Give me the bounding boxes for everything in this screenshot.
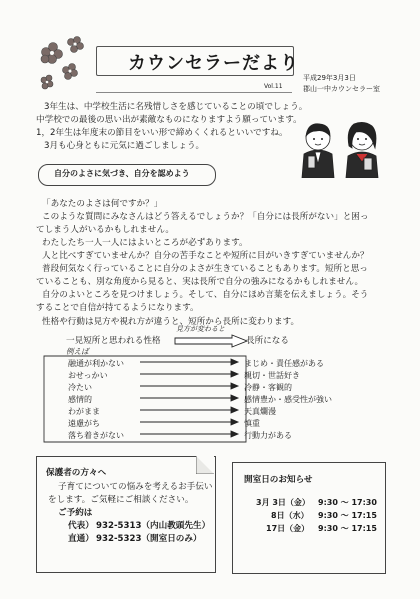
students-illustration: [290, 112, 390, 178]
short-point-item: 冷たい: [68, 383, 92, 392]
strength-item: 天真爛漫: [244, 407, 276, 416]
body-line: このような質問にみなさんはどう答えるでしょうか？「自分には長所がない」と困っ: [42, 212, 369, 222]
guardian-line-2: をします。ご気軽にご相談ください。: [48, 495, 194, 505]
intro-line-1: 3年生は、中学校生活に名残惜しさを感じていることの頃でしょう。: [44, 102, 308, 112]
intro-line-4: 3月も心身ともに元気に過ごしましょう。: [44, 141, 205, 151]
change-label: 見方が変わると: [176, 325, 225, 333]
body-line: てしまう人がいるかもしれません。: [36, 225, 175, 235]
open-date: 3月 3日（金）: [256, 498, 310, 507]
strength-item: 感情豊か・感受性が強い: [244, 395, 332, 404]
body-line: することで自信が持てるようになります。: [36, 303, 199, 313]
guardian-line-1: 子育てについての悩みを考えるお手伝い: [58, 482, 213, 492]
short-point-item: 融通が利かない: [68, 359, 124, 368]
row-arrows: [138, 356, 240, 444]
flower-decoration: [36, 36, 96, 92]
issue-date: 平成29年3月3日: [303, 74, 356, 82]
guardian-title: 保護者の方々へ: [46, 468, 107, 478]
open-days-title: 開室日のお知らせ: [244, 475, 313, 485]
body-line: わたしたち一人一人にはよいところが必ずあります。: [42, 238, 248, 248]
open-time: 9:30 〜 17:15: [318, 524, 377, 533]
short-point-heading: 一見短所と思われる性格: [66, 336, 161, 346]
short-point-item: 感情的: [68, 395, 92, 404]
contact-label: 代表）: [68, 521, 94, 531]
body-line: 「あなたのよさは何ですか？」: [42, 199, 163, 209]
perspective-line: 性格や行動は見方や視れ方が違うと、短所から長所に変わります。: [42, 317, 300, 327]
intro-line-2: 中学校での最後の思い出が素敵なものになりますよう願っています。: [36, 115, 302, 125]
short-point-item: おせっかい: [68, 371, 108, 380]
strength-item: 行動力がある: [244, 431, 292, 440]
open-time: 9:30 〜 17:30: [318, 498, 377, 507]
contact-value: 932-5323（開室日のみ）: [96, 534, 202, 544]
big-arrow-icon: [174, 334, 248, 348]
strength-item: 親切・世話好き: [244, 371, 300, 380]
body-line: 人と比べすぎていませんか？自分の苦手なことや短所に目がいきすぎていませんか？: [42, 251, 369, 261]
strength-item: 慎重: [244, 419, 260, 428]
newsletter-title: カウンセラーだより: [128, 53, 299, 74]
example-label: 例えば: [66, 347, 89, 356]
title-underline: [96, 92, 292, 93]
body-line: ていることも、別な角度から見ると、実は長所で自分の強みになるかもしれません。: [36, 277, 364, 287]
section-heading: 自分のよさに気づき、自分を認めよう: [54, 169, 190, 178]
volume-number: Vol.11: [264, 83, 283, 90]
contact-label: 直通）: [68, 534, 94, 544]
short-point-item: わがまま: [68, 407, 100, 416]
body-line: 自分のよいところを見つけましょう。そして、自分にほめ言葉を伝えましょう。そう: [42, 290, 369, 300]
reservation-heading: ご予約は: [58, 508, 93, 518]
open-date: 8日（水）: [271, 511, 309, 520]
intro-line-3: 1，2年生は年度末の節目をいい形で締めくくれるといいですね。: [36, 128, 288, 138]
strength-item: 冷静・客観的: [244, 383, 292, 392]
open-date: 17日（金）: [266, 524, 310, 533]
body-line: 普段何気なく行っていることに自分のよさが生きていることもあります。短所と思っ: [42, 264, 368, 274]
publisher: 郡山一中カウンセラー室: [303, 85, 380, 93]
contact-value: 932-5313（内山教頭先生）: [96, 521, 211, 531]
strength-item: まじめ・責任感がある: [244, 359, 324, 368]
short-point-item: 落ち着きがない: [68, 431, 124, 440]
page-fold-corner: [196, 456, 214, 474]
open-time: 9:30 〜 17:15: [318, 511, 377, 520]
strength-heading: 長所になる: [246, 336, 289, 346]
short-point-item: 遠慮がち: [68, 419, 100, 428]
